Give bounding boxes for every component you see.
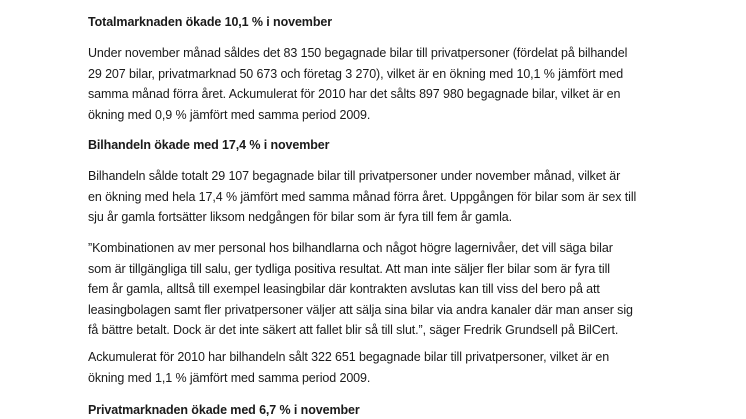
text-line: ökning med 1,1 % jämfört med samma period 2009.: [88, 370, 371, 385]
text-line: ”Kombinationen av mer personal hos bilhandlarna och något högre lagernivåer, det vill säga bilar: [88, 241, 613, 255]
text-line: Bilhandeln sålde totalt 29 107 begagnade bilar till privatpersoner under november månad, vilket är: [88, 169, 621, 183]
text-line: som är tillgängliga till salu, ger tydliga positiva resultat. Att man inte säljer fler bilar som är fyra till: [88, 261, 610, 276]
text-line: leasingbolagen samt fler privatpersoner väljer att sälja sina bilar via andra kanaler där man anser sig: [88, 302, 633, 317]
paragraph-quote: [88, 238, 668, 341]
section-heading-private-market: Privatmarknaden ökade med 6,7 % i november: [88, 403, 360, 417]
text-line: få bättre betalt. Dock är det inte säkert att fallet blir så till slut.”, säger Fredrik Grundsell på BilCert.: [88, 323, 619, 337]
text-line: en ökning med hela 17,4 % jämfört med samma månad förra året. Uppgången för bilar som är sex till: [88, 189, 637, 204]
paragraph-total-market: [88, 43, 668, 125]
text-line: fem år gamla, alltså till exempel leasingbilar där kontrakten avslutas kan till viss del bero på att: [88, 282, 600, 296]
section-heading-car-dealers: Bilhandeln ökade med 17,4 % i november: [88, 138, 330, 152]
text-line: Ackumulerat för 2010 har bilhandeln sålt 322 651 begagnade bilar till privatpersoner, vilket är en: [88, 350, 610, 364]
text-line: sju år gamla fortsätter liksom nedgången för bilar som är fyra till fem år gamla.: [88, 210, 513, 224]
text-line: ökning med 0,9 % jämfört med samma period 2009.: [88, 107, 371, 122]
section-heading-total-market: Totalmarknaden ökade 10,1 % i november: [88, 15, 332, 29]
text-line: Under november månad såldes det 83 150 begagnade bilar till privatpersoner (fördelat på bilhandel: [88, 46, 628, 60]
text-line: samma månad förra året. Ackumulerat för 2010 har det sålts 897 980 begagnade bilar, vilket är en: [88, 87, 621, 101]
text-line: 29 207 bilar, privatmarknad 50 673 och företag 3 270), vilket är en ökning med 10,1 % jämfört med: [88, 66, 624, 81]
paragraph-car-dealers-sales: [88, 166, 668, 228]
paragraph-accumulated-dealers: [88, 347, 668, 388]
